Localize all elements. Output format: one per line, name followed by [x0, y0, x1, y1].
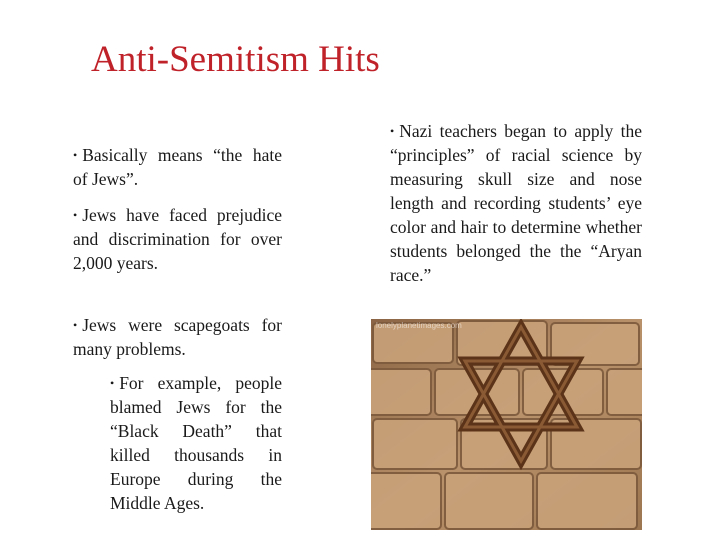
slide-title: Anti-Semitism Hits [91, 39, 380, 80]
bullet-marker: • [73, 208, 78, 222]
bullet-text: Nazi teachers began to apply the “principles” of racial science by measuring skull size and nose length and recording students’ eye color and hair to determine whether students belonged the the “Aryan race.” [390, 121, 642, 285]
bullet-nazi-teachers [390, 119, 642, 287]
bullet-text: Jews have faced prejudice and discrimination for over 2,000 years. [73, 205, 282, 273]
bullet-text: For example, people blamed Jews for the “Black Death” that killed thousands in Europe during the Middle Ages. [110, 373, 282, 513]
bullet-prejudice [73, 203, 282, 275]
bullet-marker: • [390, 124, 395, 138]
bullet-text: Basically means “the hate of Jews”. [73, 145, 282, 189]
star-of-david-icon [371, 319, 642, 530]
photo-watermark: lonelyplanetimages.com [376, 321, 462, 330]
star-of-david-photo [371, 319, 642, 530]
bullet-marker: • [73, 318, 78, 332]
bullet-marker: • [110, 376, 115, 390]
bullet-marker: • [73, 148, 78, 162]
sub-bullet-black-death [110, 371, 282, 515]
bullet-text: Jews were scapegoats for many problems. [73, 315, 282, 359]
bullet-definition [73, 143, 282, 191]
bullet-scapegoats [73, 313, 282, 361]
